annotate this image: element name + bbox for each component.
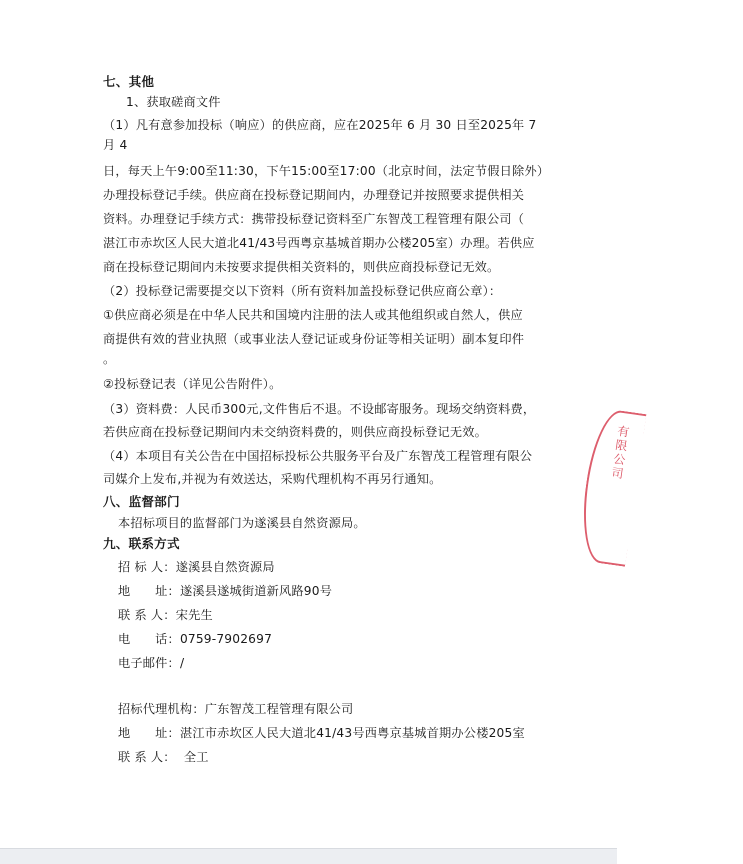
- buyer-contact-label: 联 系 人：: [118, 608, 176, 622]
- agent-contact-label: 联 系 人：: [118, 750, 176, 764]
- paragraph-2-line-1: （2）投标登记需要提交以下资料（所有资料加盖投标登记供应商公章）：: [103, 284, 502, 298]
- agent-value: 广东智茂工程管理有限公司: [204, 702, 354, 716]
- paragraph-2-line-2: ①供应商必须是在中华人民共和国境内注册的法人或其他组织或自然人，供应: [103, 308, 523, 322]
- buyer-address-value: 遂溪县遂城街道新风路90号: [179, 584, 333, 598]
- paragraph-2-line-4: 。: [103, 352, 116, 366]
- buyer-email-row: [0, 655, 735, 671]
- buyer-email-label: 电子邮件：: [118, 656, 180, 670]
- seal-text: 有限公司: [609, 424, 631, 482]
- paragraph-1-line-6: 湛江市赤坎区人民大道北41/43号西粤京基城首期办公楼205室）办理。若供应: [103, 236, 535, 250]
- section-9-title: 九、联系方式: [103, 536, 180, 551]
- buyer-contact-value: 宋先生: [175, 608, 213, 622]
- agent-label: 招标代理机构：: [118, 702, 205, 716]
- paragraph-2-line-3: 商提供有效的营业执照（或事业法人登记证或身份证等相关证明）副本复印件: [103, 332, 525, 346]
- paragraph-1-line-4: 办理投标登记手续。供应商在投标登记期间内，办理登记并按照要求提供相关: [103, 188, 525, 202]
- buyer-contact-row: [0, 607, 735, 623]
- agent-contact-row: [0, 749, 735, 765]
- paragraph-1-line-3: 日，每天上午9:00至11:30，下午15:00至17:00（北京时间，法定节假日除外）: [103, 164, 550, 178]
- paragraph-1-line-1: （1）凡有意参加投标（响应）的供应商，应在2025年 6 月 30 日至2025年 7: [103, 118, 537, 132]
- section-7-subtitle: 1、获取磋商文件: [126, 95, 221, 109]
- section-8-title: 八、监督部门: [103, 494, 180, 509]
- buyer-address-label: 地 址：: [118, 584, 180, 598]
- paragraph-4-line-2: 司媒介上发布,并视为有效送达，采购代理机构不再另行通知。: [103, 472, 442, 486]
- agent-address-value: 湛江市赤坎区人民大道北41/43号西粤京基城首期办公楼205室: [179, 726, 525, 740]
- buyer-email-value: /: [179, 656, 185, 670]
- paragraph-1-line-2: 月 4: [103, 138, 128, 152]
- paragraph-1-line-5: 资料。办理登记手续方式：携带投标登记资料至广东智茂工程管理有限公司（: [103, 212, 525, 226]
- paragraph-2-line-5: ②投标登记表（详见公告附件）。: [103, 377, 282, 391]
- agent-contact-value: 全工: [183, 750, 209, 764]
- buyer-address-row: [0, 583, 735, 599]
- paragraph-3-line-1: （3）资料费：人民币300元,文件售后不退。不设邮寄服务。现场交纳资料费，: [103, 402, 536, 416]
- paragraph-1-line-7: 商在投标登记期间内未按要求提供相关资料的，则供应商投标登记无效。: [103, 260, 500, 274]
- agent-address-label: 地 址：: [118, 726, 180, 740]
- agent-address-row: [0, 725, 735, 741]
- buyer-phone-row: [0, 631, 735, 647]
- buyer-value: 遂溪县自然资源局: [175, 560, 275, 574]
- viewer-bottom-bar: [0, 848, 617, 864]
- buyer-phone-value: 0759-7902697: [179, 632, 273, 646]
- agent-row: [0, 701, 735, 717]
- paragraph-3-line-2: 若供应商在投标登记期间内未交纳资料费的，则供应商投标登记无效。: [103, 425, 488, 439]
- buyer-phone-label: 电 话：: [118, 632, 180, 646]
- section-7-title: 七、其他: [103, 74, 155, 89]
- buyer-label: 招 标 人：: [118, 560, 176, 574]
- paragraph-4-line-1: （4）本项目有关公告在中国招标投标公共服务平台及广东智茂工程管理有限公: [103, 449, 533, 463]
- section-8-text: 本招标项目的监督部门为遂溪县自然资源局。: [118, 516, 366, 530]
